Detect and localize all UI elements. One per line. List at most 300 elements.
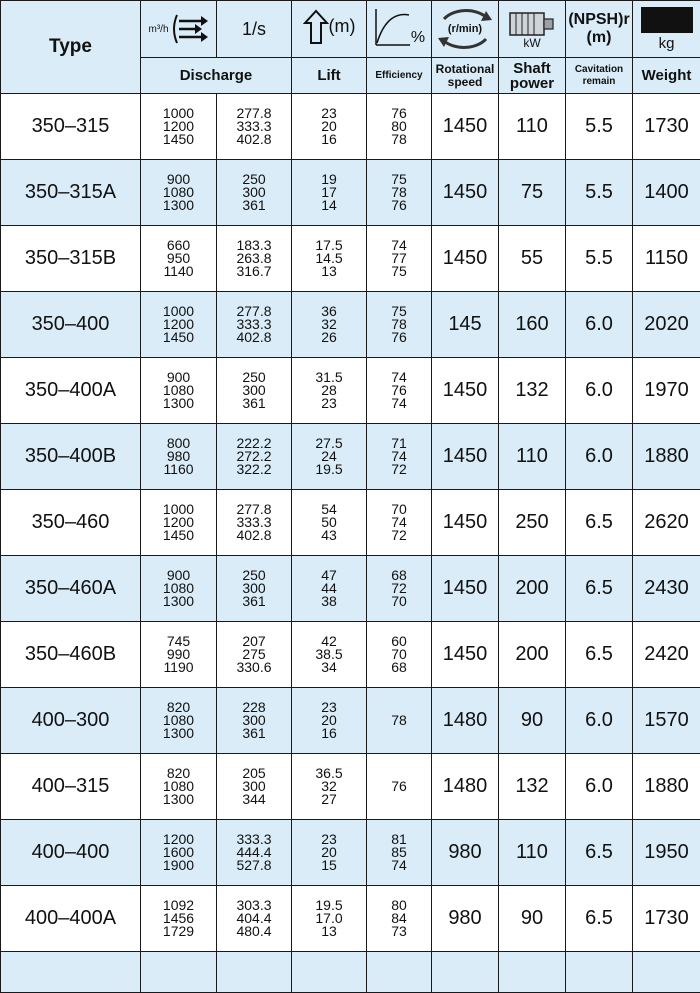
ls-value: 183.3 — [217, 239, 291, 252]
weight-cell: 1970 — [633, 358, 700, 424]
m3h-cell — [141, 622, 217, 688]
m3h-cell — [141, 820, 217, 886]
lift-value: 20 — [292, 120, 366, 133]
pump-type-cell: 400–300 — [1, 688, 141, 754]
m3h-value: 745 — [141, 635, 216, 648]
table-row — [1, 292, 700, 358]
lift-cell — [292, 886, 367, 952]
flow-unit-ls-label: 1/s — [242, 19, 266, 39]
lift-header: Lift — [292, 58, 367, 94]
power-cell: 90 — [499, 886, 566, 952]
flow-unit-m3h-header — [141, 1, 217, 58]
weight-unit-header — [633, 1, 700, 58]
m3h-value: 800 — [141, 437, 216, 450]
weight-cell: 1730 — [633, 886, 700, 952]
ls-cell — [217, 556, 292, 622]
ls-cell — [217, 424, 292, 490]
npsh-cell: 5.5 — [566, 226, 633, 292]
npsh-unit-label-line1: (NPSH)r — [566, 11, 632, 29]
speed-header-line2: speed — [432, 76, 498, 89]
power-cell: 110 — [499, 94, 566, 160]
npsh-unit-header — [566, 1, 633, 58]
cavitation-header-line1: Cavitation — [566, 64, 632, 76]
m3h-value: 1300 — [141, 595, 216, 608]
lift-value: 19.5 — [292, 463, 366, 476]
weight-cell: 2620 — [633, 490, 700, 556]
cavitation-header — [566, 58, 633, 94]
ls-value: 300 — [217, 582, 291, 595]
lift-value: 27.5 — [292, 437, 366, 450]
partial-cell — [633, 952, 700, 993]
efficiency-header: Efficiency — [367, 58, 432, 94]
partial-cell — [432, 952, 499, 993]
lift-value: 34 — [292, 661, 366, 674]
m3h-value: 820 — [141, 701, 216, 714]
lift-cell — [292, 424, 367, 490]
eff-cell — [367, 292, 432, 358]
eff-value: 75 — [367, 173, 431, 186]
m3h-cell — [141, 754, 217, 820]
npsh-cell: 6.0 — [566, 358, 633, 424]
npsh-unit-label-line2: (m) — [566, 29, 632, 47]
speed-cell: 1450 — [432, 622, 499, 688]
ls-value: 277.8 — [217, 305, 291, 318]
weight-cell: 2420 — [633, 622, 700, 688]
npsh-cell: 6.5 — [566, 820, 633, 886]
speed-cell: 1450 — [432, 226, 499, 292]
efficiency-unit-label: % — [411, 29, 425, 47]
m3h-value: 1160 — [141, 463, 216, 476]
pump-type-cell: 350–400A — [1, 358, 141, 424]
npsh-cell: 6.0 — [566, 688, 633, 754]
pump-type-cell: 350–400 — [1, 292, 141, 358]
partial-cell — [499, 952, 566, 993]
partial-cell — [367, 952, 432, 993]
motor-icon — [508, 9, 556, 39]
lift-value: 17.5 — [292, 239, 366, 252]
m3h-cell — [141, 688, 217, 754]
pump-type-cell: 400–315 — [1, 754, 141, 820]
table-row — [1, 886, 700, 952]
ls-value: 402.8 — [217, 331, 291, 344]
lift-value: 42 — [292, 635, 366, 648]
partial-cell — [141, 952, 217, 993]
eff-value: 74 — [367, 450, 431, 463]
lift-value: 36.5 — [292, 767, 366, 780]
ls-value: 272.2 — [217, 450, 291, 463]
power-header-line2: power — [499, 76, 565, 91]
eff-value: 68 — [367, 661, 431, 674]
speed-cell: 1450 — [432, 358, 499, 424]
pump-type-cell: 350–400B — [1, 424, 141, 490]
eff-cell — [367, 226, 432, 292]
power-header-line1: Shaft — [499, 61, 565, 76]
m3h-value: 990 — [141, 648, 216, 661]
lift-value: 32 — [292, 318, 366, 331]
pump-type-cell: 400–400A — [1, 886, 141, 952]
table-row — [1, 94, 700, 160]
lift-value: 19 — [292, 173, 366, 186]
partial-cell — [292, 952, 367, 993]
eff-value: 70 — [367, 648, 431, 661]
eff-value: 70 — [367, 595, 431, 608]
lift-value: 23 — [292, 833, 366, 846]
lift-value: 19.5 — [292, 899, 366, 912]
m3h-value: 1729 — [141, 925, 216, 938]
lift-value: 38 — [292, 595, 366, 608]
lift-value: 28 — [292, 384, 366, 397]
table-row — [1, 556, 700, 622]
ls-value: 300 — [217, 186, 291, 199]
partial-cell — [1, 952, 141, 993]
lift-cell — [292, 358, 367, 424]
lift-value: 14.5 — [292, 252, 366, 265]
type-header: Type — [1, 1, 141, 94]
eff-cell — [367, 688, 432, 754]
eff-value: 70 — [367, 503, 431, 516]
m3h-value: 1450 — [141, 529, 216, 542]
m3h-cell — [141, 424, 217, 490]
m3h-value: 1080 — [141, 780, 216, 793]
table-row — [1, 358, 700, 424]
lift-value: 32 — [292, 780, 366, 793]
pump-type-cell: 350–315A — [1, 160, 141, 226]
table-row — [1, 160, 700, 226]
eff-value: 74 — [367, 859, 431, 872]
npsh-cell: 6.0 — [566, 424, 633, 490]
ls-cell — [217, 886, 292, 952]
m3h-value: 1000 — [141, 305, 216, 318]
m3h-value: 900 — [141, 569, 216, 582]
m3h-value: 1080 — [141, 582, 216, 595]
cavitation-header-line2: remain — [566, 76, 632, 88]
m3h-value: 1450 — [141, 133, 216, 146]
weight-cell: 2430 — [633, 556, 700, 622]
ls-value: 277.8 — [217, 107, 291, 120]
lift-cell — [292, 226, 367, 292]
pump-type-cell: 350–460 — [1, 490, 141, 556]
ls-value: 228 — [217, 701, 291, 714]
lift-cell — [292, 820, 367, 886]
lift-cell — [292, 688, 367, 754]
lift-value: 47 — [292, 569, 366, 582]
weight-cell: 1400 — [633, 160, 700, 226]
lift-unit-label: (m) — [329, 16, 356, 37]
ls-value: 222.2 — [217, 437, 291, 450]
ls-value: 250 — [217, 173, 291, 186]
lift-value: 14 — [292, 199, 366, 212]
speed-header-line1: Rotational — [432, 63, 498, 76]
speed-header — [432, 58, 499, 94]
m3h-cell — [141, 358, 217, 424]
table-row — [1, 424, 700, 490]
pump-type-cell: 350–460A — [1, 556, 141, 622]
m3h-value: 1300 — [141, 397, 216, 410]
speed-cell: 1480 — [432, 754, 499, 820]
power-header — [499, 58, 566, 94]
lift-value: 16 — [292, 133, 366, 146]
ls-value: 263.8 — [217, 252, 291, 265]
ls-value: 205 — [217, 767, 291, 780]
ls-value: 316.7 — [217, 265, 291, 278]
ls-value: 300 — [217, 780, 291, 793]
lift-cell — [292, 292, 367, 358]
lift-value: 23 — [292, 107, 366, 120]
m3h-value: 1300 — [141, 793, 216, 806]
m3h-value: 1190 — [141, 661, 216, 674]
m3h-value: 820 — [141, 767, 216, 780]
weight-cell: 1880 — [633, 754, 700, 820]
eff-cell — [367, 622, 432, 688]
eff-cell — [367, 556, 432, 622]
lift-cell — [292, 160, 367, 226]
npsh-cell: 5.5 — [566, 160, 633, 226]
speed-cell: 1480 — [432, 688, 499, 754]
eff-value: 81 — [367, 833, 431, 846]
speed-cell: 1450 — [432, 424, 499, 490]
m3h-value: 1140 — [141, 265, 216, 278]
eff-value: 78 — [367, 186, 431, 199]
eff-value: 74 — [367, 516, 431, 529]
flow-unit-ls-header — [217, 1, 292, 58]
table-row — [1, 754, 700, 820]
eff-value: 85 — [367, 846, 431, 859]
lift-value: 15 — [292, 859, 366, 872]
speed-cell: 1450 — [432, 556, 499, 622]
power-cell: 75 — [499, 160, 566, 226]
ls-value: 361 — [217, 199, 291, 212]
weight-block-icon — [641, 7, 693, 33]
lift-value: 38.5 — [292, 648, 366, 661]
ls-value: 333.3 — [217, 833, 291, 846]
eff-value: 72 — [367, 463, 431, 476]
partial-cell — [217, 952, 292, 993]
m3h-value: 900 — [141, 173, 216, 186]
m3h-value: 1000 — [141, 107, 216, 120]
m3h-value: 980 — [141, 450, 216, 463]
m3h-value: 1080 — [141, 714, 216, 727]
npsh-cell: 6.5 — [566, 556, 633, 622]
pump-type-cell: 350–460B — [1, 622, 141, 688]
eff-value: 76 — [367, 107, 431, 120]
flow-unit-m3h-label: m³/h — [149, 23, 169, 36]
speed-cell: 145 — [432, 292, 499, 358]
eff-value: 75 — [367, 305, 431, 318]
eff-value: 73 — [367, 925, 431, 938]
ls-value: 322.2 — [217, 463, 291, 476]
lift-cell — [292, 490, 367, 556]
ls-value: 527.8 — [217, 859, 291, 872]
ls-value: 300 — [217, 384, 291, 397]
lift-value: 17 — [292, 186, 366, 199]
table-row — [1, 490, 700, 556]
power-cell: 132 — [499, 358, 566, 424]
ls-value: 344 — [217, 793, 291, 806]
ls-value: 250 — [217, 569, 291, 582]
power-cell: 110 — [499, 424, 566, 490]
lift-cell — [292, 754, 367, 820]
m3h-value: 1000 — [141, 503, 216, 516]
m3h-cell — [141, 886, 217, 952]
eff-value: 76 — [367, 331, 431, 344]
power-unit-label: kW — [523, 36, 540, 50]
m3h-value: 660 — [141, 239, 216, 252]
weight-cell: 1730 — [633, 94, 700, 160]
eff-cell — [367, 754, 432, 820]
lift-cell — [292, 622, 367, 688]
ls-cell — [217, 94, 292, 160]
eff-cell — [367, 94, 432, 160]
npsh-cell: 6.5 — [566, 886, 633, 952]
ls-value: 361 — [217, 727, 291, 740]
eff-value: 76 — [367, 199, 431, 212]
ls-cell — [217, 226, 292, 292]
pump-type-cell: 350–315 — [1, 94, 141, 160]
eff-value: 60 — [367, 635, 431, 648]
discharge-header: Discharge — [141, 58, 292, 94]
efficiency-curve-icon — [373, 7, 411, 47]
lift-value: 13 — [292, 925, 366, 938]
ls-value: 250 — [217, 371, 291, 384]
weight-header: Weight — [633, 58, 700, 94]
ls-cell — [217, 160, 292, 226]
ls-value: 330.6 — [217, 661, 291, 674]
ls-value: 303.3 — [217, 899, 291, 912]
eff-cell — [367, 886, 432, 952]
eff-value: 77 — [367, 252, 431, 265]
eff-value: 78 — [367, 133, 431, 146]
m3h-value: 1200 — [141, 833, 216, 846]
ls-value: 444.4 — [217, 846, 291, 859]
m3h-value: 1080 — [141, 186, 216, 199]
weight-cell: 2020 — [633, 292, 700, 358]
lift-value: 23 — [292, 701, 366, 714]
ls-value: 300 — [217, 714, 291, 727]
lift-value: 36 — [292, 305, 366, 318]
speed-unit-label: (r/min) — [448, 23, 482, 35]
up-arrow-icon — [303, 9, 329, 45]
m3h-value: 1200 — [141, 120, 216, 133]
table-row — [1, 622, 700, 688]
weight-unit-label: kg — [633, 35, 700, 52]
m3h-cell — [141, 226, 217, 292]
lift-value: 13 — [292, 265, 366, 278]
eff-value: 76 — [367, 384, 431, 397]
table-row-partial — [1, 952, 700, 993]
ls-cell — [217, 292, 292, 358]
eff-value: 80 — [367, 120, 431, 133]
table-row — [1, 226, 700, 292]
power-cell: 55 — [499, 226, 566, 292]
speed-cell: 1450 — [432, 94, 499, 160]
m3h-cell — [141, 160, 217, 226]
ls-cell — [217, 358, 292, 424]
eff-value: 80 — [367, 899, 431, 912]
eff-value: 84 — [367, 912, 431, 925]
m3h-value: 1900 — [141, 859, 216, 872]
power-cell: 200 — [499, 556, 566, 622]
eff-value: 72 — [367, 582, 431, 595]
ls-cell — [217, 622, 292, 688]
power-cell: 200 — [499, 622, 566, 688]
lift-value: 50 — [292, 516, 366, 529]
npsh-cell: 6.0 — [566, 754, 633, 820]
eff-value: 74 — [367, 397, 431, 410]
ls-cell — [217, 490, 292, 556]
eff-value: 68 — [367, 569, 431, 582]
lift-value: 24 — [292, 450, 366, 463]
ls-value: 207 — [217, 635, 291, 648]
eff-value: 78 — [367, 318, 431, 331]
m3h-cell — [141, 94, 217, 160]
eff-value: 74 — [367, 239, 431, 252]
efficiency-unit-header — [367, 1, 432, 58]
lift-value: 16 — [292, 727, 366, 740]
power-cell: 132 — [499, 754, 566, 820]
ls-value: 333.3 — [217, 516, 291, 529]
m3h-value: 950 — [141, 252, 216, 265]
partial-cell — [566, 952, 633, 993]
lift-value: 23 — [292, 397, 366, 410]
lift-unit-header — [292, 1, 367, 58]
m3h-value: 1456 — [141, 912, 216, 925]
m3h-value: 1450 — [141, 331, 216, 344]
table-row — [1, 820, 700, 886]
ls-value: 275 — [217, 648, 291, 661]
ls-value: 480.4 — [217, 925, 291, 938]
m3h-value: 1080 — [141, 384, 216, 397]
lift-value: 26 — [292, 331, 366, 344]
m3h-value: 1600 — [141, 846, 216, 859]
ls-value: 402.8 — [217, 529, 291, 542]
lift-cell — [292, 94, 367, 160]
flow-arrows-icon — [171, 11, 209, 47]
weight-cell: 1880 — [633, 424, 700, 490]
speed-cell: 980 — [432, 886, 499, 952]
lift-value: 43 — [292, 529, 366, 542]
ls-value: 333.3 — [217, 318, 291, 331]
ls-value: 361 — [217, 595, 291, 608]
lift-value: 17.0 — [292, 912, 366, 925]
ls-value: 277.8 — [217, 503, 291, 516]
weight-cell: 1150 — [633, 226, 700, 292]
lift-value: 20 — [292, 714, 366, 727]
power-cell: 90 — [499, 688, 566, 754]
m3h-value: 1092 — [141, 899, 216, 912]
eff-cell — [367, 490, 432, 556]
eff-value: 72 — [367, 529, 431, 542]
ls-cell — [217, 688, 292, 754]
m3h-value: 900 — [141, 371, 216, 384]
lift-value: 44 — [292, 582, 366, 595]
lift-cell — [292, 556, 367, 622]
power-cell: 110 — [499, 820, 566, 886]
power-cell: 250 — [499, 490, 566, 556]
eff-cell — [367, 424, 432, 490]
weight-cell: 1570 — [633, 688, 700, 754]
pump-type-cell: 350–315B — [1, 226, 141, 292]
ls-value: 404.4 — [217, 912, 291, 925]
m3h-cell — [141, 556, 217, 622]
speed-cell: 1450 — [432, 160, 499, 226]
lift-value: 54 — [292, 503, 366, 516]
eff-value: 76 — [367, 780, 431, 793]
weight-cell: 1950 — [633, 820, 700, 886]
eff-cell — [367, 160, 432, 226]
eff-cell — [367, 358, 432, 424]
eff-value: 75 — [367, 265, 431, 278]
ls-value: 361 — [217, 397, 291, 410]
